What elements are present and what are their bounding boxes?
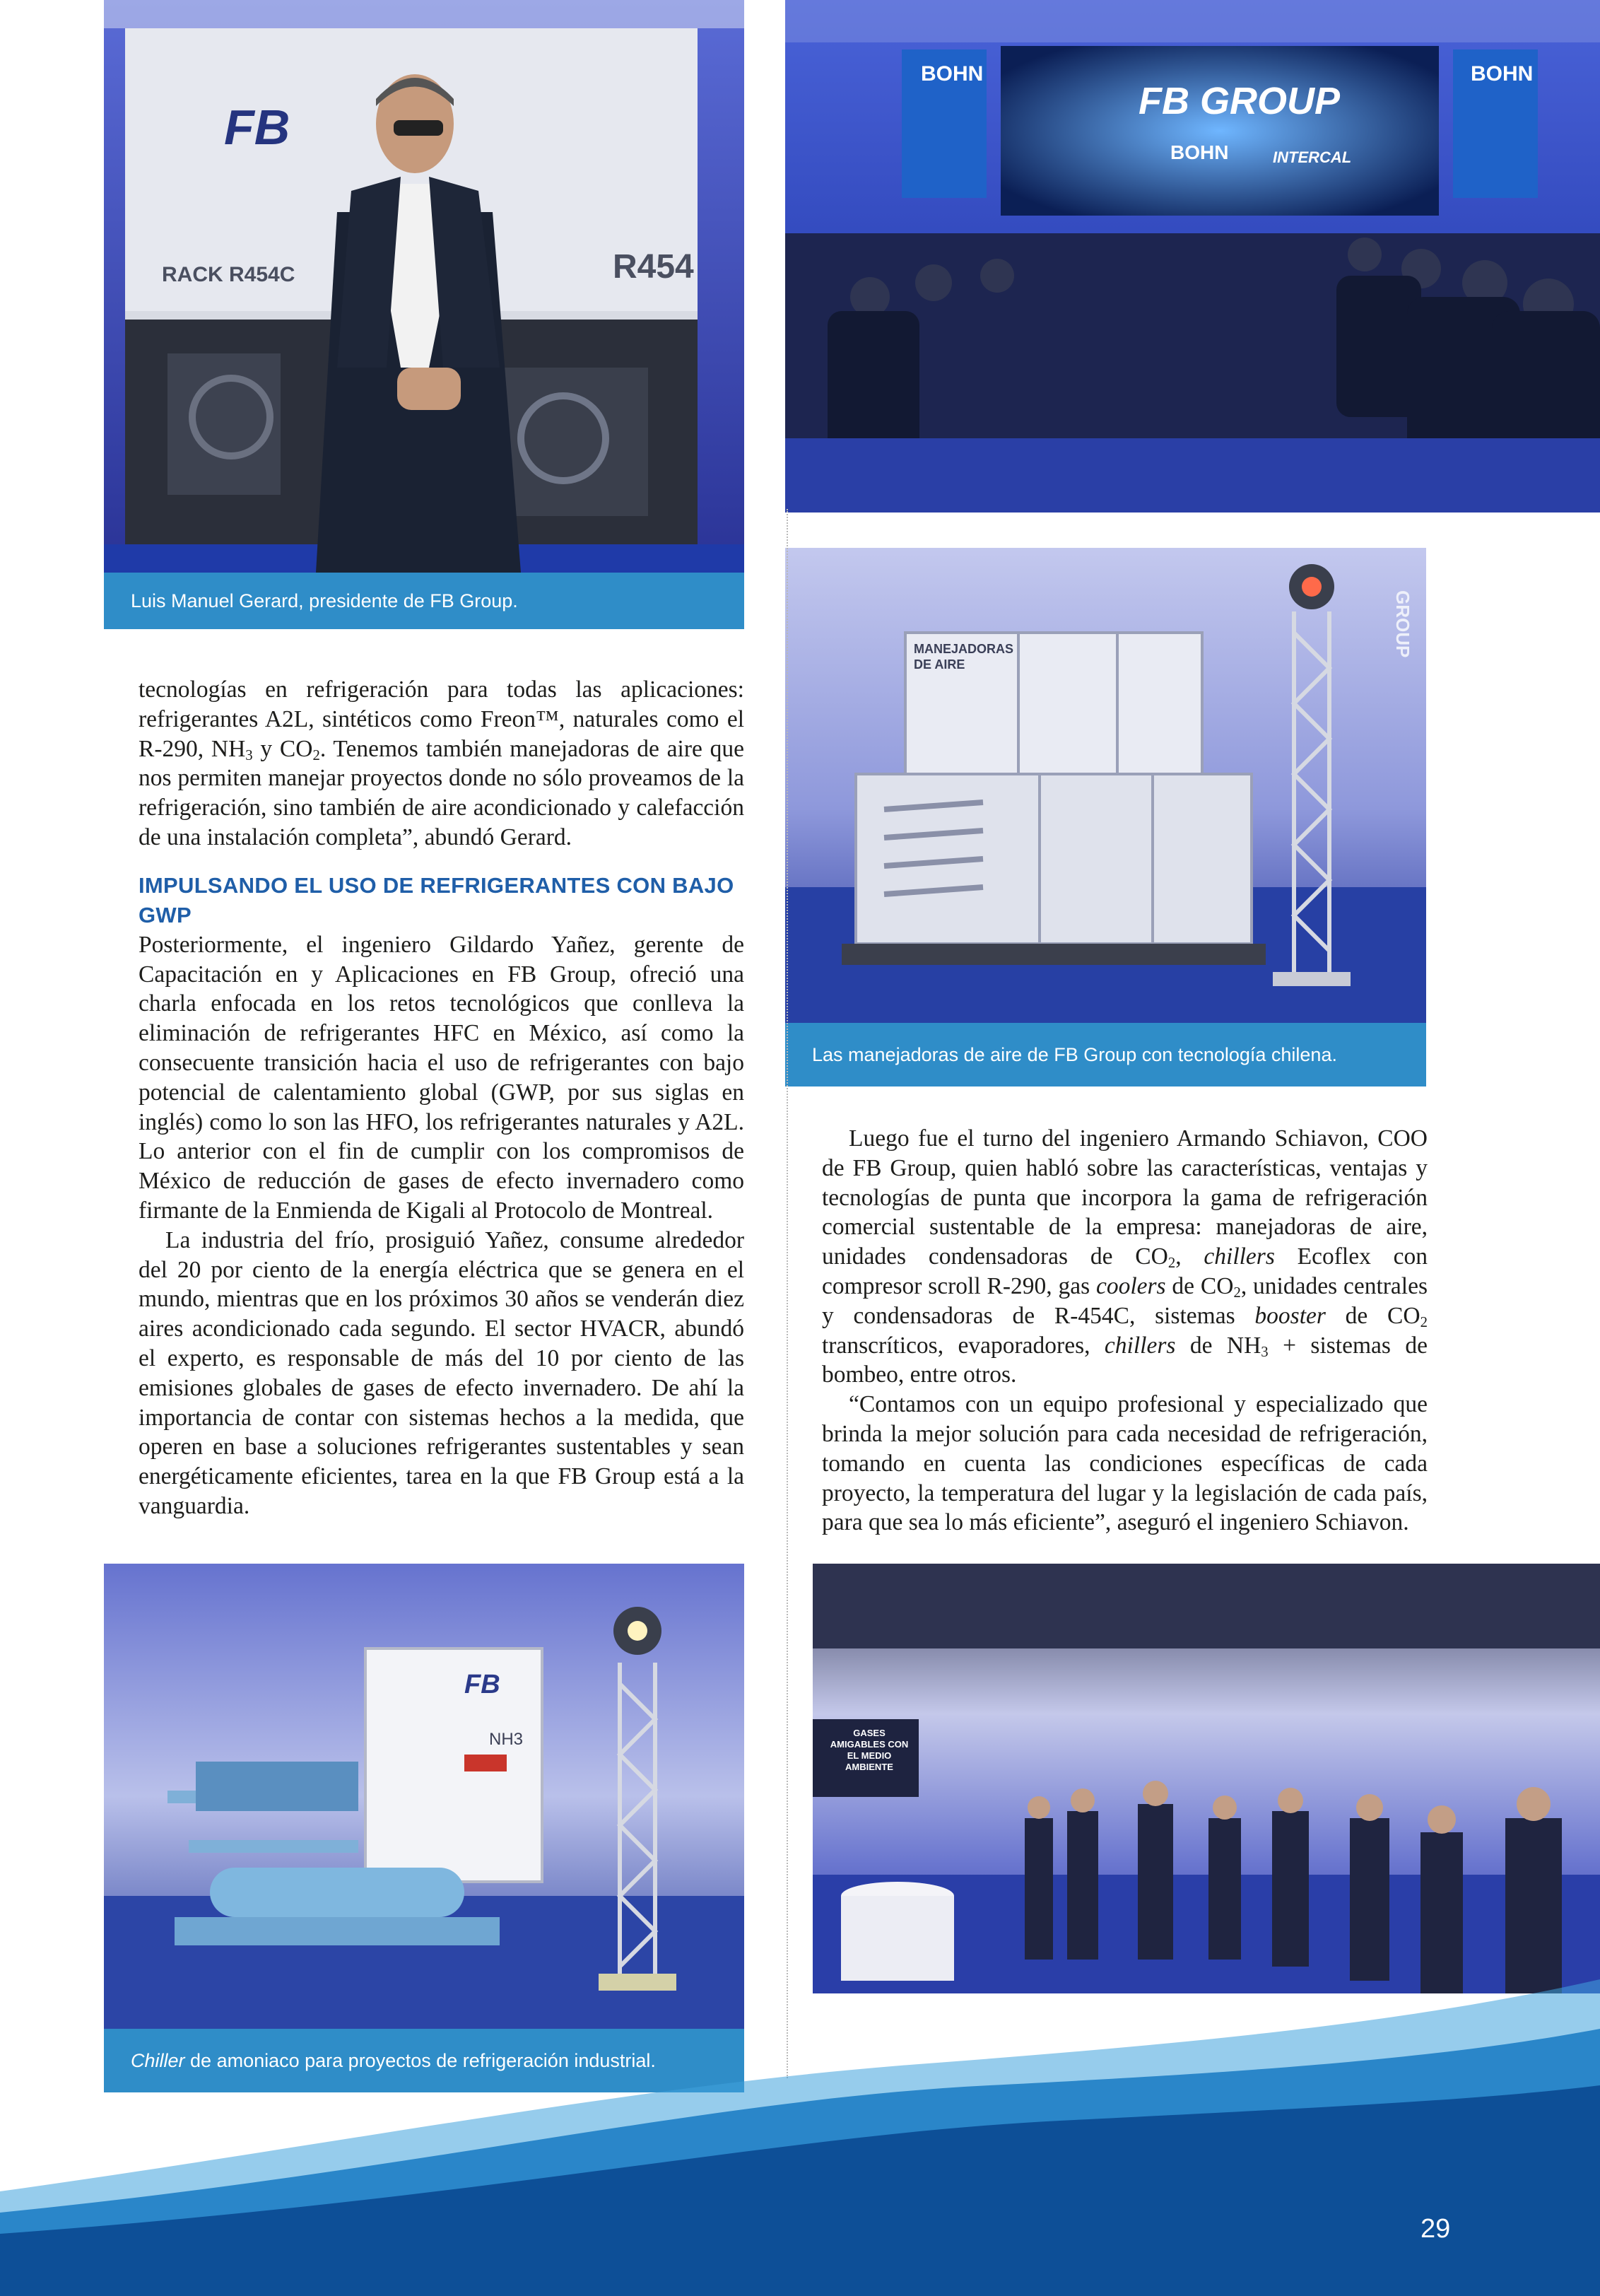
left-text-column [139,675,744,1521]
intercal-logo-screen: INTERCAL [1273,148,1352,166]
caption-gerard-text: Luis Manuel Gerard, presidente de FB Group. [131,590,518,611]
right-paragraph-1 [822,1124,1428,1390]
text-run: , [1175,1243,1204,1270]
fb-group-screen-logo: FB GROUP [1139,80,1341,122]
left-paragraph-1 [139,675,744,853]
text-run: de CO [1325,1302,1420,1329]
italic-term: chillers [1104,1332,1176,1359]
text-run: Ecoflex con compresor scroll R-290, gas [822,1243,1428,1299]
group-banner: GROUP [1392,590,1413,658]
fb-logo-on-chiller: FB [464,1670,500,1699]
text-run: transcríticos, evaporadores, [822,1332,1105,1359]
text-run: tecnologías en refrigeración para todas las aplicaciones: refrigerantes A2L, sintéticos como Freon™, naturales como el R-290, NH [139,676,744,762]
right-text-column [822,1124,1428,1538]
text-run: de NH [1175,1332,1261,1359]
page-number: 29 [1420,2214,1451,2244]
text-run: y CO [252,735,313,762]
photo-ammonia-chiller [104,1564,744,2029]
manejadoras-unit-label: MANEJADORAS DE AIRE [914,642,1014,672]
text-run: Luego fue el turno del ingeniero Armando Schiavon, COO de FB Group, quien habló sobre las características, ventajas y tecnologías de punta que incorpora la gama de refrigeración comercial sustentable de la empresa: manejadoras de aire, unidades condensadoras de CO [822,1125,1428,1270]
photo-auditorium [785,0,1600,512]
subscript: 3 [1261,1343,1269,1360]
italic-term: coolers [1095,1272,1166,1299]
bohn-logo-left: BOHN [921,62,984,86]
text-run: de CO [1165,1272,1234,1299]
caption-chiller-italic: Chiller [131,2050,185,2071]
photo-exhibition-floor [813,1564,1600,1993]
left-paragraph-2: Posteriormente, el ingeniero Gildardo Yañez, gerente de Capacitación en y Aplicaciones en FB Group, ofreció una charla enfocada en los retos tecnológicos que conlleva la eliminación de refrigerantes HFC en México, así como la consecuente transición hacia el uso de refrigerantes con bajo potencial de calentamiento global (GWP, por sus siglas en inglés) como lo son las HFO, los refrigerantes naturales y A2L. Lo anterior con el fin de cumplir con los compromisos de México de reducción de gases de efecto invernadero como firmante de la Enmienda de Kigali al Protocolo de Montreal. [139,931,744,1224]
right-paragraph-2: “Contamos con un equipo profesional y especializado que brinda la mejor solución para cada necesidad de refrigeración, tomando en cuenta las condiciones específicas de cada proyecto, la temperatura del lugar y la legislación de cada país, para que sea lo más eficiente”, aseguró el ingeniero Schiavon. [822,1391,1428,1536]
italic-term: chillers [1204,1243,1275,1270]
caption-chiller-rest: de amoniaco para proyectos de refrigeración industrial. [184,2050,656,2071]
bohn-logo-right: BOHN [1471,62,1534,86]
rack-label: RACK R454C [162,263,295,286]
rack-refrigerant-label: R454 [613,248,694,286]
text-run: , unidades centrales y condensadoras de R-454C, sistemas [822,1272,1428,1329]
caption-gerard [104,573,744,629]
subscript: 2 [1233,1284,1241,1301]
bohn-logo-screen: BOHN [1170,141,1229,163]
column-divider [787,509,788,2078]
subscript: 3 [245,746,253,763]
caption-air-handlers [785,1023,1426,1086]
photo-air-handlers [785,548,1426,1023]
text-run: + sistemas de bombeo, entre otros. [822,1332,1428,1388]
italic-term: booster [1254,1302,1326,1329]
left-paragraph-3: La industria del frío, prosiguió Yañez, consume alrededor del 20 por ciento de la energía eléctrica que se genera en el mundo, mientras que en los próximos 30 años se venderán diez aires acondicionado cada segundo. El sector HVACR, abundó el experto, es responsable de más del 10 por ciento de las emisiones globales de gases de efecto invernadero. De ahí la importancia de contar con sistemas hechos a la medida, que operen en base a soluciones refrigerantes sustentables y sean energéticamente eficientes, tarea en la que FB Group está a la vanguardia. [139,1226,744,1519]
fb-logo-on-rack: FB [224,100,290,155]
subscript: 2 [312,746,320,763]
section-heading: IMPULSANDO EL USO DE REFRIGERANTES CON BAJO GWP [139,872,734,927]
subscript: 2 [1420,1313,1428,1330]
nh3-label: NH3 [489,1730,524,1749]
photo-gerard-rack [104,0,744,573]
subscript: 2 [1167,1255,1176,1272]
caption-air-handlers-text: Las manejadoras de aire de FB Group con tecnología chilena. [812,1044,1337,1065]
text-run: . Tenemos también manejadoras de aire que nos permiten manejar proyectos donde no sólo proveamos de la refrigeración, sino también de aire acondicionado y calefacción de una instalación completa”, abundó Gerard. [139,735,744,850]
decorative-wave [0,1979,1600,2296]
gases-amigables-sign: GASES AMIGABLES CON EL MEDIO AMBIENTE [830,1728,909,1772]
